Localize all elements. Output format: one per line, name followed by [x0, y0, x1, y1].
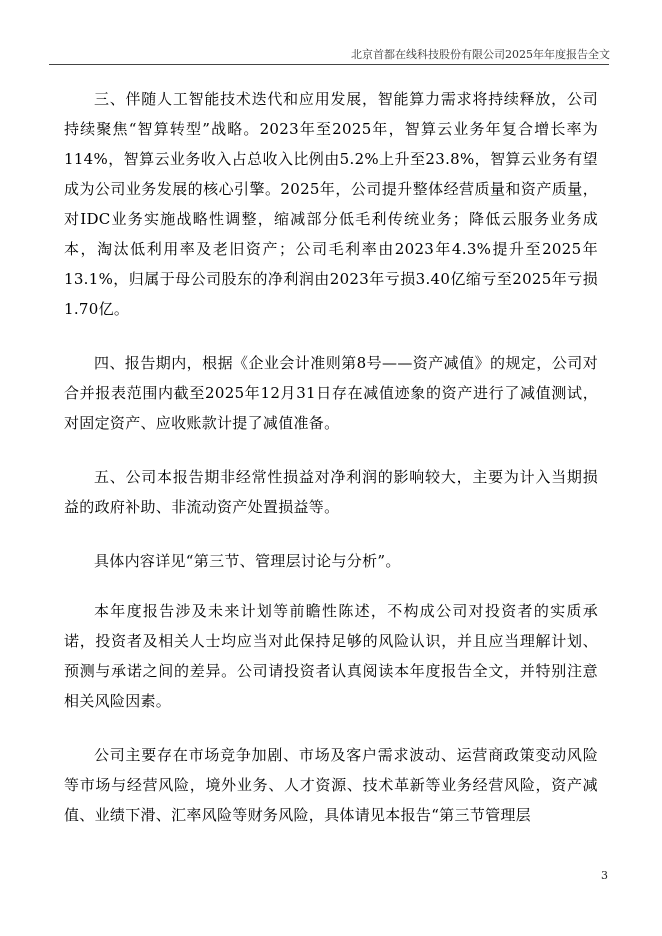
paragraph-main-risks: 公司主要存在市场竞争加剧、市场及客户需求波动、运营商政策变动风险等市场与经营风险，境外业务、人才资源、技术革新等业务经营风险，资产减值、业绩下滑、汇率风险等财务风险，具体请见本报告“第三节管理层: [64, 746, 598, 824]
header-divider: [49, 64, 609, 65]
paragraph-non-recurring-gains: 五、公司本报告期非经常性损益对净利润的影响较大，主要为计入当期损益的政府补助、非流动资产处置损益等。: [64, 468, 598, 516]
paragraph-see-section-three: 具体内容详见“第三节、管理层讨论与分析”。: [94, 552, 401, 570]
document-body: [64, 84, 598, 854]
paragraph-ai-strategy: 三、伴随人工智能技术迭代和应用发展，智能算力需求将持续释放，公司持续聚焦“智算转型”战略。2023年至2025年，智算云业务年复合增长率为114%，智算云业务收入占总收入比例由5.2%上升至23.8%，智算云业务有望成为公司业务发展的核心引擎。2025年，公司提升整体经营质量和资产质量，对IDC业务实施战略性调整，缩减部分低毛利传统业务；降低云服务业务成本，淘汰低利用率及老旧资产；公司毛利率由2023年4.3%提升至2025年13.1%，归属于母公司股东的净利润由2023年亏损3.40亿缩亏至2025年亏损1.70亿。: [64, 90, 598, 318]
paragraph-forward-looking-statement: 本年度报告涉及未来计划等前瞻性陈述，不构成公司对投资者的实质承诺，投资者及相关人士均应当对此保持足够的风险认识，并且应当理解计划、预测与承诺之间的差异。公司请投资者认真阅读本年度报告全文，并特别注意相关风险因素。: [64, 602, 598, 710]
page-header-title: 北京首都在线科技股份有限公司2025年年度报告全文: [351, 48, 610, 61]
page-number: 3: [601, 869, 608, 882]
paragraph-asset-impairment: 四、报告期内，根据《企业会计准则第8号——资产减值》的规定，公司对合并报表范围内截至2025年12月31日存在减值迹象的资产进行了减值测试，对固定资产、应收账款计提了减值准备。: [64, 354, 598, 432]
